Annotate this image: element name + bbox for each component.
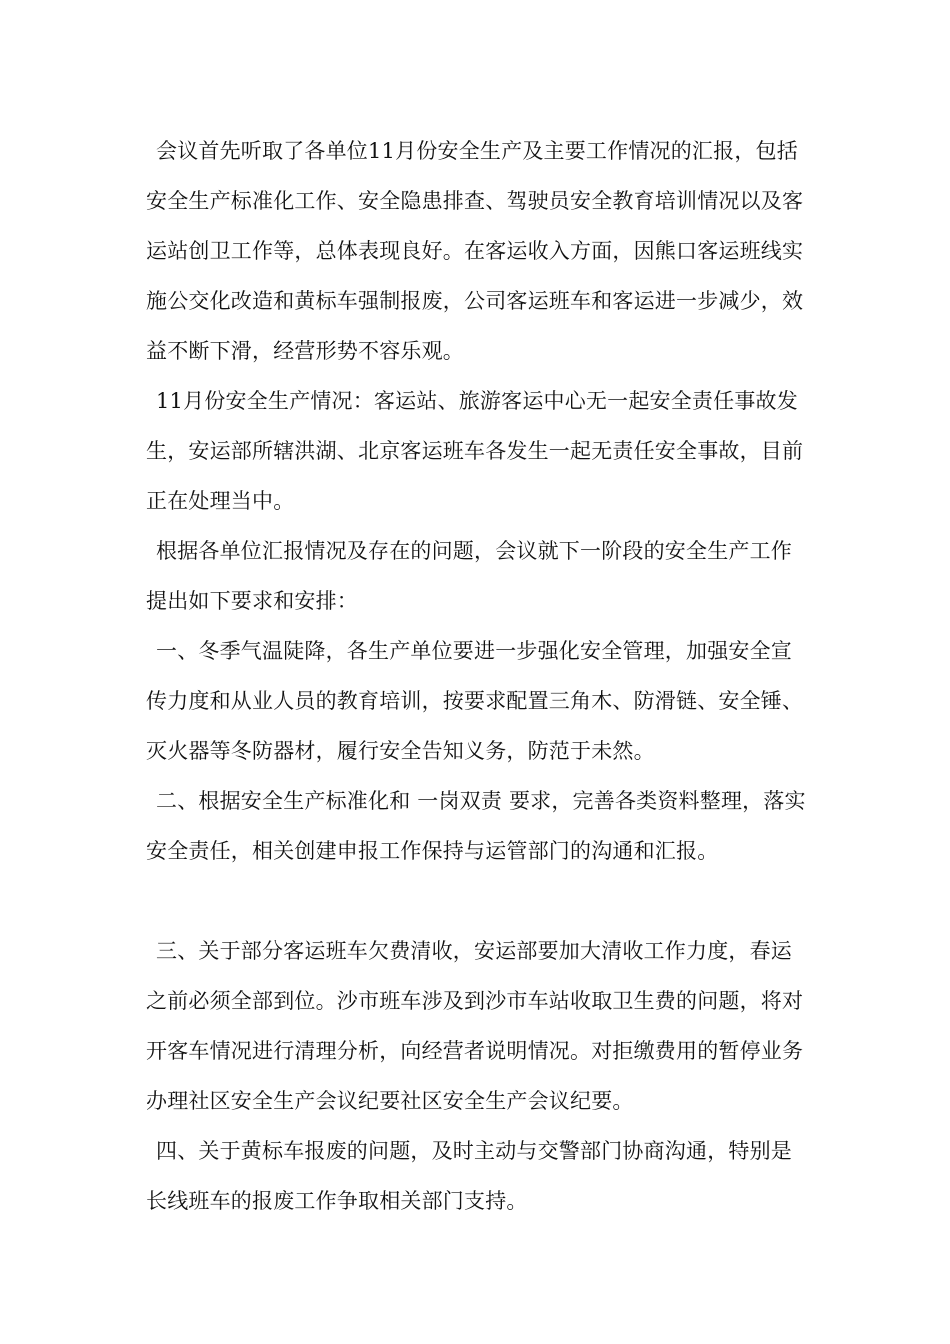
- paragraph-requirements-intro: 根据各单位汇报情况及存在的问题，会议就下一阶段的安全生产工作提出如下要求和安排：: [146, 539, 792, 613]
- document-body: [146, 126, 808, 1226]
- paragraph-item-four: 四、关于黄标车报废的问题，及时主动与交警部门协商沟通，特别是长线班车的报废工作争取相关部门支持。: [146, 1139, 792, 1213]
- paragraph-spacer: [146, 876, 808, 926]
- paragraph-item-two: 二、根据安全生产标准化和 一岗双责 要求，完善各类资料整理，落实安全责任，相关创建申报工作保持与运管部门的沟通和汇报。: [146, 789, 806, 863]
- paragraph-meeting-summary: 会议首先听取了各单位11月份安全生产及主要工作情况的汇报，包括安全生产标准化工作、安全隐患排查、驾驶员安全教育培训情况以及客运站创卫工作等，总体表现良好。在客运收入方面，因熊口客运班线实施公交化改造和黄标车强制报废，公司客运班车和客运进一步减少，效益不断下滑，经营形势不容乐观。: [146, 139, 804, 363]
- paragraph-november-safety: 11月份安全生产情况：客运站、旅游客运中心无一起安全责任事故发生，安运部所辖洪湖、北京客运班车各发生一起无责任安全事故，目前正在处理当中。: [146, 389, 804, 513]
- paragraph-item-one: 一、冬季气温陡降，各生产单位要进一步强化安全管理，加强安全宣传力度和从业人员的教育培训，按要求配置三角木、防滑链、安全锤、灭火器等冬防器材，履行安全告知义务，防范于未然。: [146, 639, 804, 763]
- paragraph-item-three: 三、关于部分客运班车欠费清收，安运部要加大清收工作力度，春运之前必须全部到位。沙市班车涉及到沙市车站收取卫生费的问题，将对开客车情况进行清理分析，向经营者说明情况。对拒缴费用的暂停业务办理社区安全生产会议纪要社区安全生产会议纪要。: [146, 939, 804, 1113]
